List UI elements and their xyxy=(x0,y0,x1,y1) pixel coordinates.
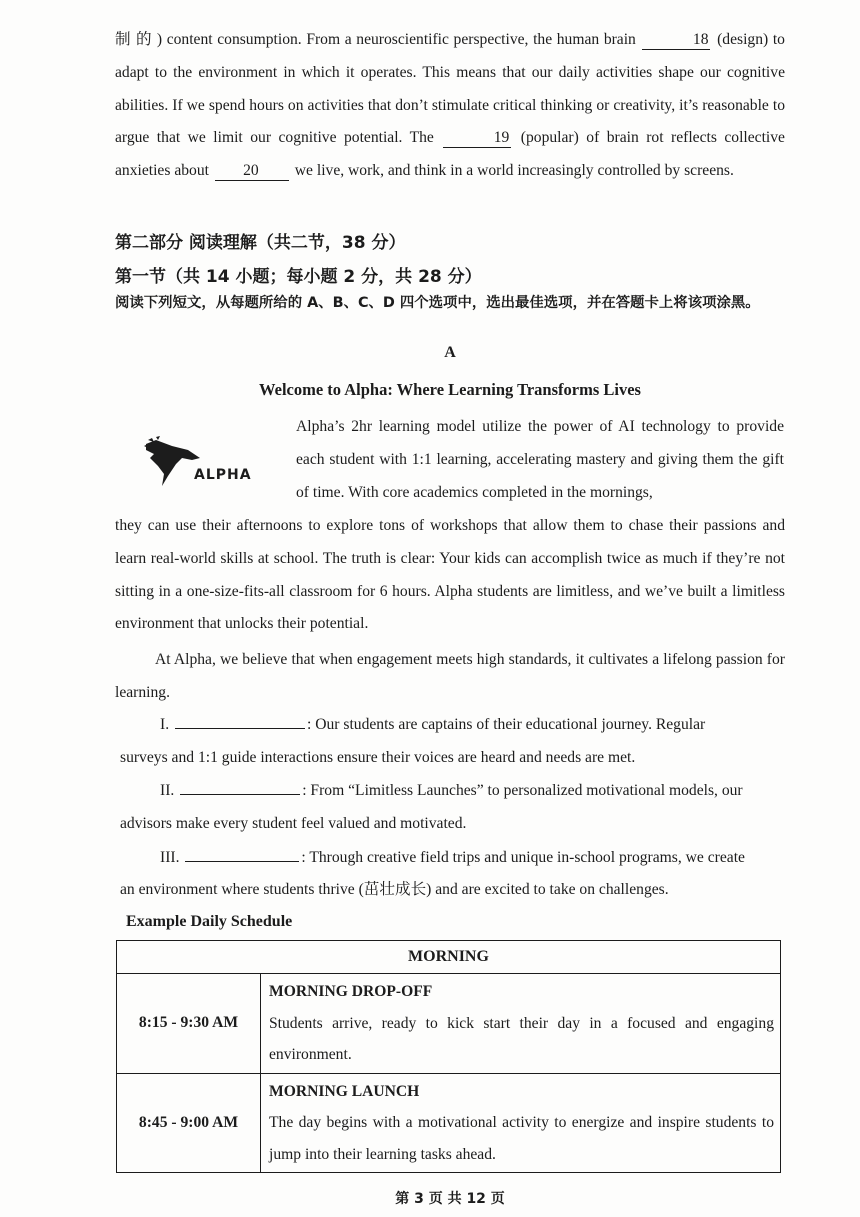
item-numeral: II. xyxy=(160,782,175,799)
intro-text-1: 制 的 ) content consumption. From a neuroscientific perspective, the human brain xyxy=(115,31,636,48)
part-heading: 第二部分 阅读理解（共二节，38 分） xyxy=(115,233,406,253)
passage-item-2 xyxy=(160,775,786,808)
heading-blank-3 xyxy=(185,861,299,862)
answer-blank-20: 20 xyxy=(215,162,289,181)
heading-blank-2 xyxy=(180,794,300,795)
item-text: : Our students are captains of their educational journey. Regular xyxy=(307,716,706,733)
table-row xyxy=(117,974,781,1074)
event-name: MORNING DROP-OFF xyxy=(269,983,433,1000)
instructions: 阅读下列短文，从每题所给的 A、B、C、D 四个选项中，选出最佳选项，并在答题卡上将该项涂黑。 xyxy=(115,295,760,311)
schedule-title: Example Daily Schedule xyxy=(126,913,293,930)
logo-text: ALPHA xyxy=(194,467,252,483)
table-row xyxy=(117,1073,781,1173)
table-header-row xyxy=(117,941,781,974)
time-cell: 8:15 - 9:30 AM xyxy=(117,974,261,1074)
passage-item-3 xyxy=(160,842,786,875)
item-text: : Through creative field trips and unique in-school programs, we create xyxy=(301,849,745,866)
event-description: Students arrive, ready to kick start their day in a focused and engaging environment. xyxy=(269,1014,774,1063)
item-text: : From “Limitless Launches” to personalized motivational models, our xyxy=(302,782,743,799)
passage-para-1: they can use their afternoons to explore tons of workshops that allow them to chase their passions and learn real-world skills at school. The truth is clear: Your kids can accomplish twice as much if they’re not sitting in a one-size-fits-all classroom for 6 hours. Alpha students are limitless, and we’ve built a limitless environment that unlocks their potential. xyxy=(115,517,785,633)
event-name: MORNING LAUNCH xyxy=(269,1082,420,1100)
schedule-table xyxy=(116,940,781,1173)
section-heading: 第一节（共 14 小题；每小题 2 分，共 28 分） xyxy=(115,267,482,287)
event-description: The day begins with a motivational activity to energize and inspire students to jump into their learning tasks ahead. xyxy=(269,1114,774,1163)
passage-title: Welcome to Alpha: Where Learning Transforms Lives xyxy=(259,380,641,399)
intro-text-2: (design) to adapt to the environment in which it operates. This means that our daily activities shape our cognitive abilities. If we spend hours on activities that don’t stimulate critical thinking or creativity, it’s reasonable to argue that we limit our cognitive potential. The xyxy=(115,31,785,147)
page-footer: 第 3 页 共 12 页 xyxy=(395,1191,505,1207)
passage-para-1-right: Alpha’s 2hr learning model utilize the power of AI technology to provide each student with 1:1 learning, accelerating mastery and giving them the gift of time. With core academics completed in the mornings, xyxy=(296,418,784,501)
description-cell xyxy=(261,1073,781,1173)
intro-paragraph xyxy=(115,24,785,188)
table-header: MORNING xyxy=(117,941,781,974)
description-cell xyxy=(261,974,781,1074)
item-numeral: III. xyxy=(160,849,180,866)
intro-text-3: (popular) of brain rot reflects collective anxieties about xyxy=(115,129,785,180)
passage-letter: A xyxy=(444,344,456,361)
passage-item-2-cont: advisors make every student feel valued and motivated. xyxy=(120,815,467,832)
time-cell: 8:45 - 9:00 AM xyxy=(117,1073,261,1173)
passage-para-2: At Alpha, we believe that when engagement meets high standards, it cultivates a lifelong passion for learning. xyxy=(115,651,785,701)
heading-blank-1 xyxy=(175,728,305,729)
passage-item-3-cont: an environment where students thrive (茁壮成长) and are excited to take on challenges. xyxy=(120,881,669,898)
passage-item-1 xyxy=(160,709,786,742)
answer-blank-19: 19 xyxy=(443,129,511,148)
alpha-logo xyxy=(142,436,270,490)
intro-text-4: we live, work, and think in a world increasingly controlled by screens. xyxy=(294,162,734,180)
item-numeral: I. xyxy=(160,716,170,733)
passage-item-1-cont: surveys and 1:1 guide interactions ensure their voices are heard and needs are met. xyxy=(120,749,636,766)
answer-blank-18: 18 xyxy=(642,31,710,50)
